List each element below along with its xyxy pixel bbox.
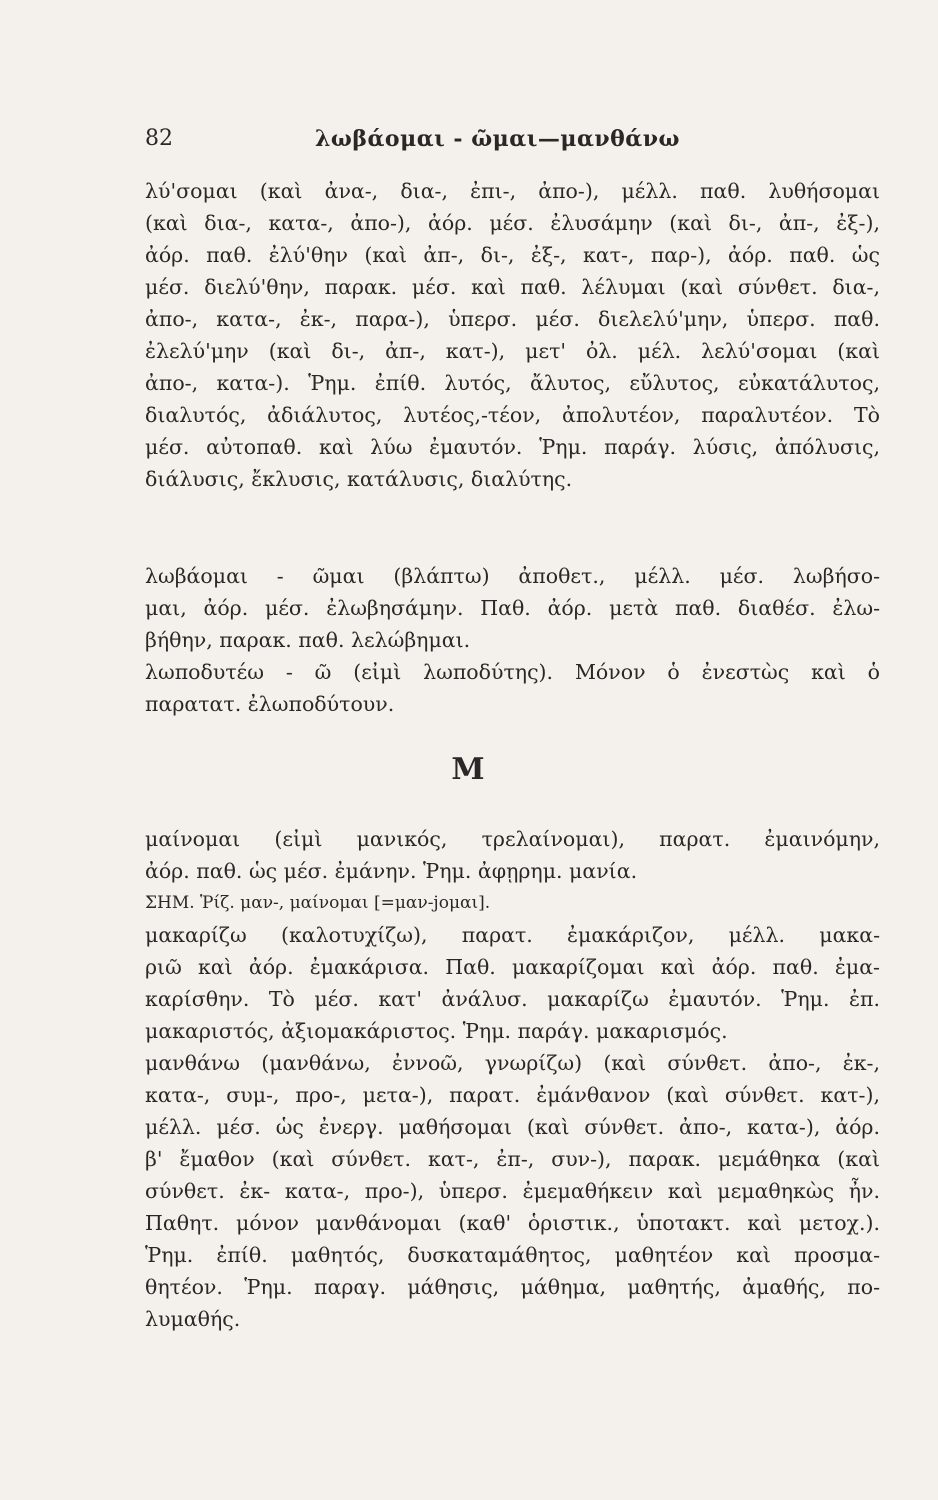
text-line: μαίνομαι (εἰμὶ μανικός, τρελαίνομαι), παρατ. ἐμαινόμην, [145,827,880,851]
text-line: θητέον. Ῥημ. παραγ. μάθησις, μάθημα, μαθητής, ἀμαθής, πο- [145,1275,880,1299]
text-line: μαι, ἀόρ. μέσ. ἐλωβησάμην. Παθ. ἀόρ. μετὰ παθ. διαθέσ. ἐλω- [145,596,880,620]
text-line: Παθητ. μόνον μανθάνομαι (καθ' ὁριστικ., ὑποτακτ. καὶ μετοχ.). [145,1211,880,1235]
text-line: μέλλ. μέσ. ὡς ἐνεργ. μαθήσομαι (καὶ σύνθετ. ἀπο-, κατα-), ἀόρ. [145,1115,880,1139]
text-line: καρίσθην. Τὸ μέσ. κατ' ἀνάλυσ. μακαρίζω ἐμαυτόν. Ῥημ. ἐπ. [145,987,880,1011]
text-line: ἀπο-, κατα-, ἐκ-, παρα-), ὑπερσ. μέσ. διελελύ'μην, ὑπερσ. παθ. [145,307,880,331]
text-line: (καὶ δια-, κατα-, ἀπο-), ἀόρ. μέσ. ἐλυσάμην (καὶ δι-, ἀπ-, ἐξ-), [145,211,880,235]
entry-block-lobaomai [145,560,880,720]
page-header [145,126,880,156]
note-line: ΣΗΜ. Ῥίζ. μαν-, μαίνομαι [=μαν-jομαι]. [145,893,491,913]
text-line: μέσ. αὐτοπαθ. καὶ λύω ἐμαυτόν. Ῥημ. παράγ. λύσις, ἀπόλυσις, [145,435,880,459]
text-line: παρατατ. ἐλωποδύτουν. [145,692,395,716]
text-line: κατα-, συμ-, προ-, μετα-), παρατ. ἐμάνθανον (καὶ σύνθετ. κατ-), [145,1083,880,1107]
section-letter: M [451,752,487,787]
running-title: λωβάομαι - ῶμαι—μανθάνω [315,126,680,152]
page-number: 82 [145,126,173,151]
text-line: λωβάομαι - ῶμαι (βλάπτω) ἀποθετ., μέλλ. μέσ. λωβήσο- [145,564,880,588]
text-line: λύ'σομαι (καὶ ἀνα-, δια-, ἐπι-, ἀπο-), μέλλ. παθ. λυθήσομαι [145,179,880,203]
text-line: μακαρίζω (καλοτυχίζω), παρατ. ἐμακάριζον, μέλλ. μακα- [145,923,880,947]
text-line: διάλυσις, ἔκλυσις, κατάλυσις, διαλύτης. [145,467,573,491]
text-line: ἐλελύ'μην (καὶ δι-, ἀπ-, κατ-), μετ' ὀλ. μέλ. λελύ'σομαι (καὶ [145,339,880,363]
text-line: βήθην, παρακ. παθ. λελώβημαι. [145,628,471,652]
entry-block-m [145,823,880,1335]
text-line: μέσ. διελύ'θην, παρακ. μέσ. καὶ παθ. λέλυμαι (καὶ σύνθετ. δια-, [145,275,880,299]
text-line: ἀόρ. παθ. ὡς μέσ. ἐμάνην. Ῥημ. ἀφῃρημ. μανία. [145,859,638,883]
text-line: β' ἔμαθον (καὶ σύνθετ. κατ-, ἐπ-, συν-), παρακ. μεμάθηκα (καὶ [145,1147,880,1171]
text-line: λυμαθής. [145,1307,241,1331]
text-line: μακαριστός, ἀξιομακάριστος. Ῥημ. παράγ. μακαρισμός. [145,1019,728,1043]
text-line: ριῶ καὶ ἀόρ. ἐμακάρισα. Παθ. μακαρίζομαι καὶ ἀόρ. παθ. ἐμα- [145,955,880,979]
text-line: ἀπο-, κατα-). Ῥημ. ἐπίθ. λυτός, ἄλυτος, εὔλυτος, εὐκατάλυτος, [145,371,880,395]
text-line: διαλυτός, ἀδιάλυτος, λυτέος,-τέον, ἀπολυτέον, παραλυτέον. Τὸ [145,403,880,427]
text-line: μανθάνω (μανθάνω, ἐννοῶ, γνωρίζω) (καὶ σύνθετ. ἀπο-, ἐκ-, [145,1051,880,1075]
text-line: ἀόρ. παθ. ἐλύ'θην (καὶ ἀπ-, δι-, ἐξ-, κατ-, παρ-), ἀόρ. παθ. ὡς [145,243,880,267]
entry-block-lyo [145,175,880,495]
text-line: λωποδυτέω - ῶ (εἰμὶ λωποδύτης). Μόνον ὁ ἐνεστὼς καὶ ὁ [145,660,880,684]
text-line: σύνθετ. ἐκ- κατα-, προ-), ὑπερσ. ἐμεμαθήκειν καὶ μεμαθηκὼς ἦν. [145,1179,880,1203]
text-line: Ῥημ. ἐπίθ. μαθητός, δυσκαταμάθητος, μαθητέον καὶ προσμα- [145,1243,880,1267]
